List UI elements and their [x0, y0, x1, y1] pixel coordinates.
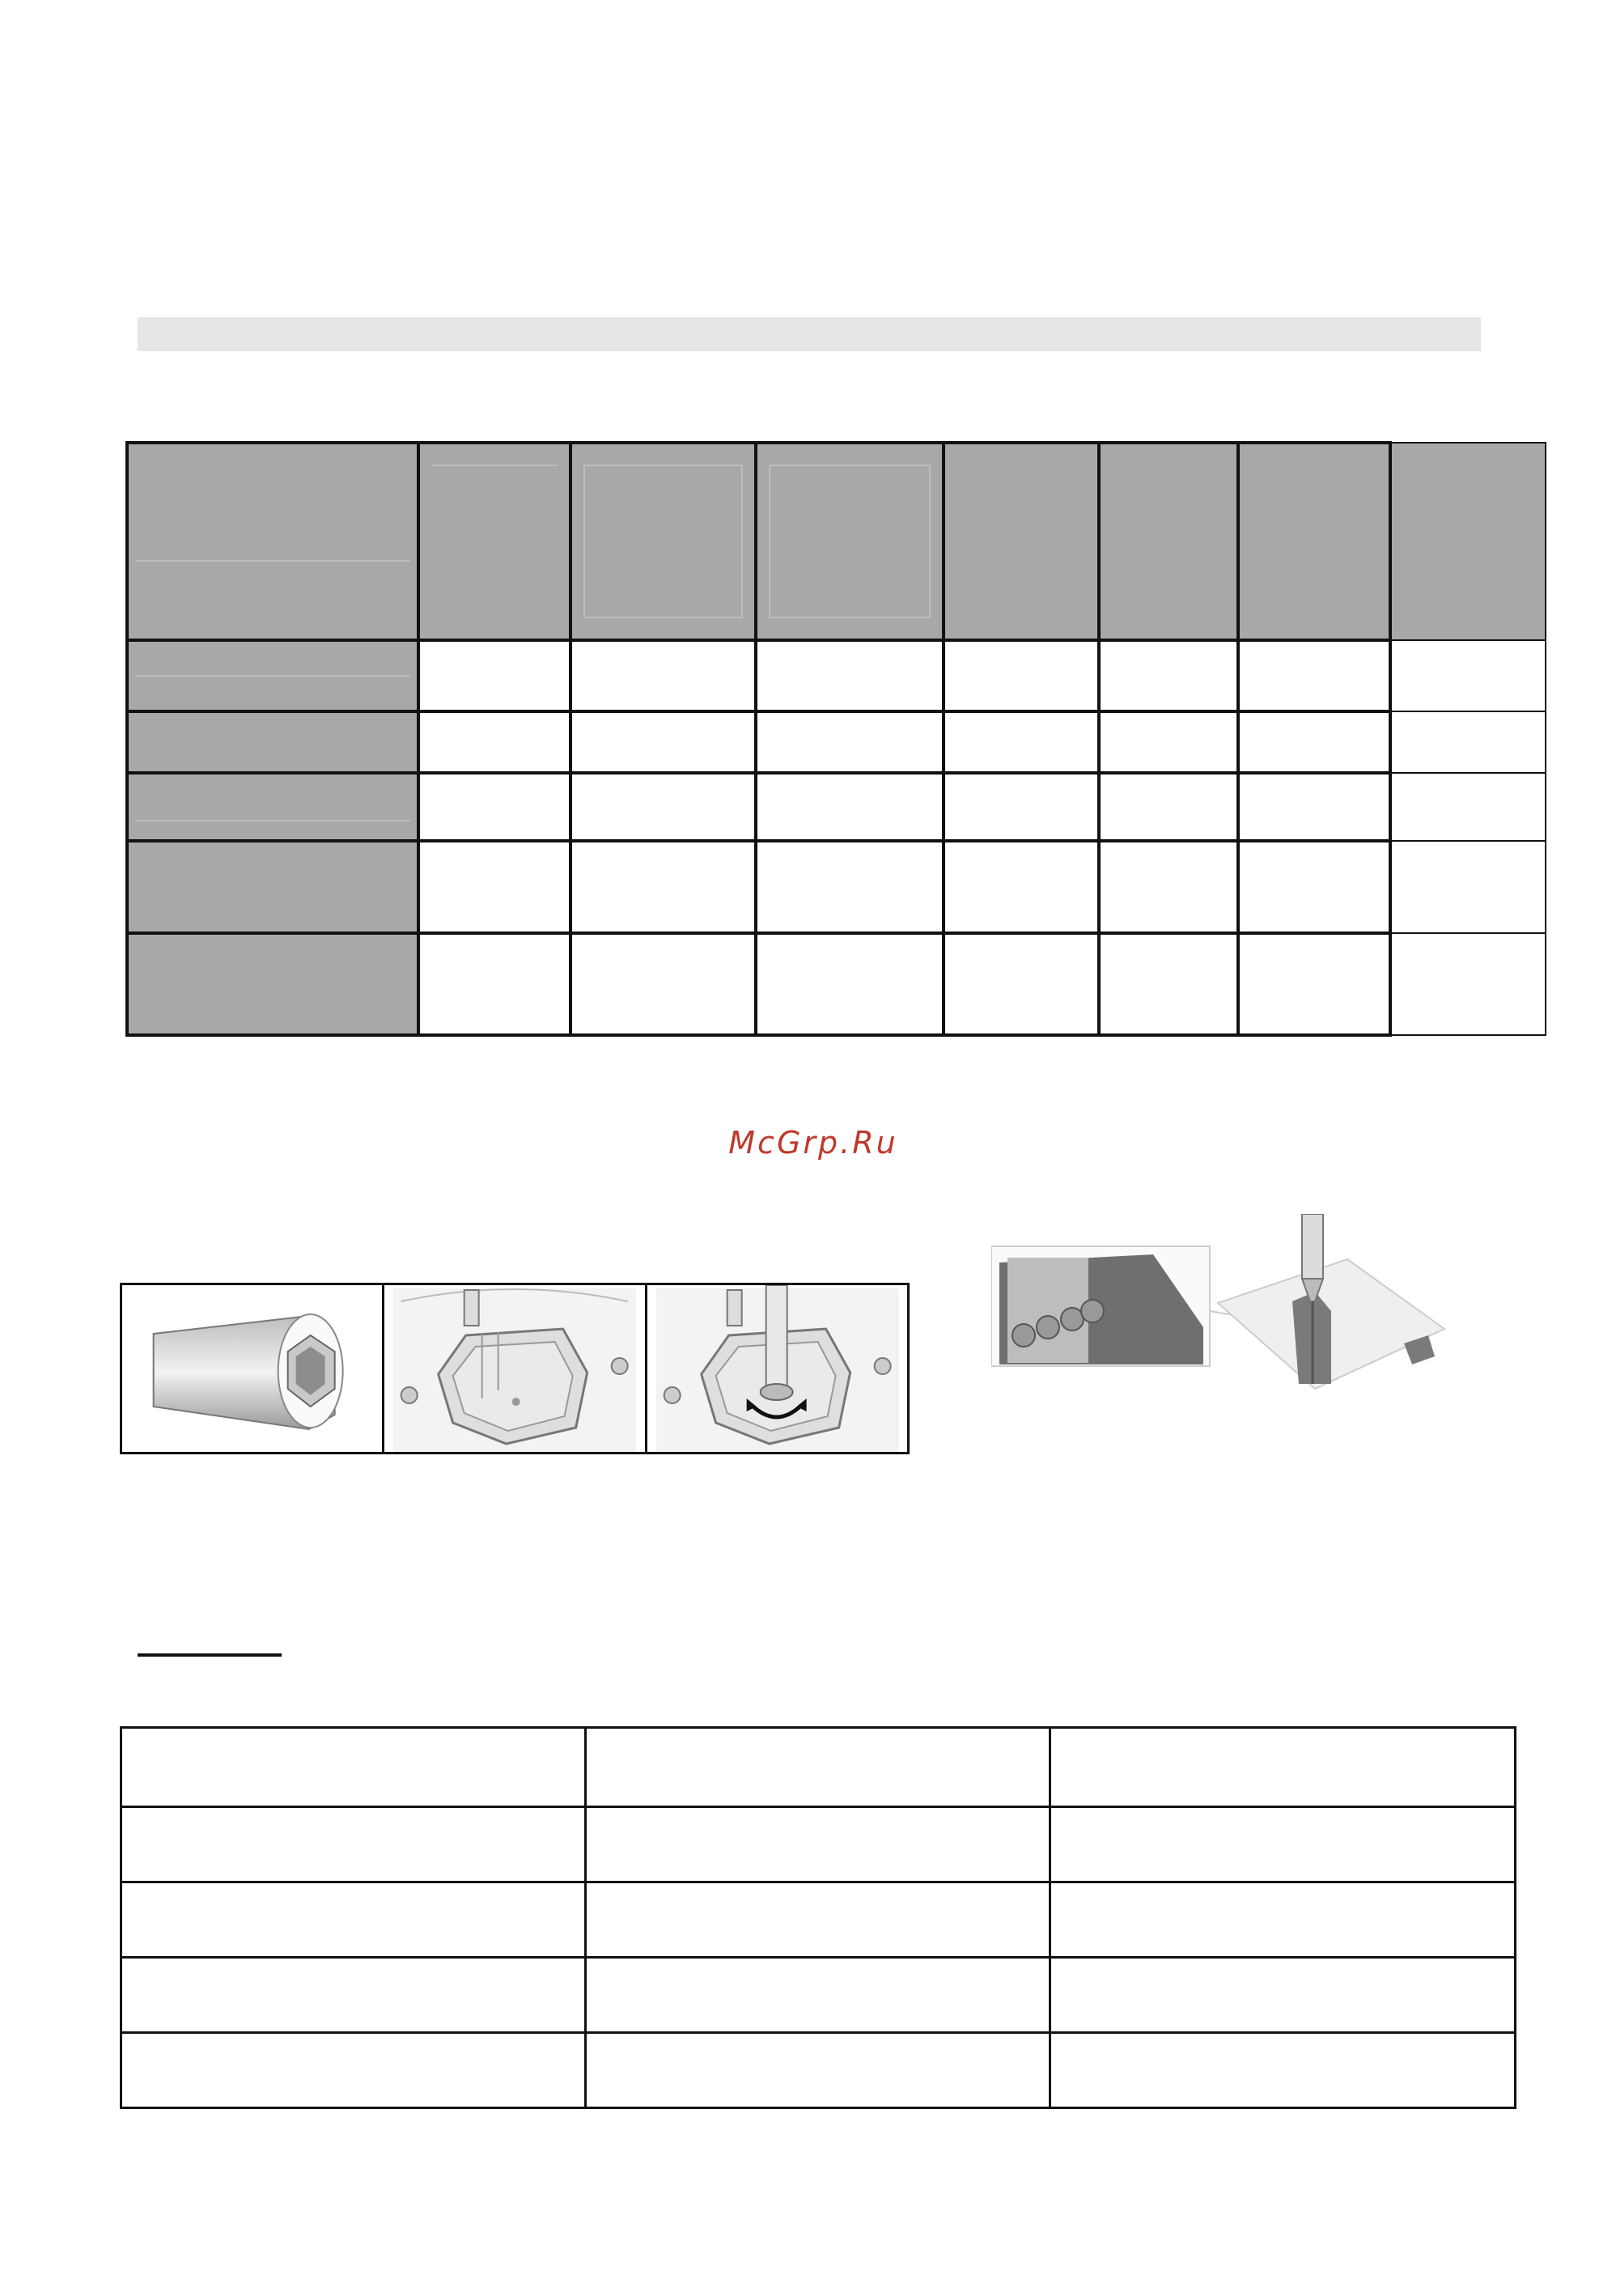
spec-cell [418, 640, 570, 711]
spec-header-cell [570, 443, 756, 640]
parts-cell [586, 1807, 1050, 1882]
table-row [127, 773, 1546, 841]
rotate-injector-icon [647, 1285, 907, 1452]
spec-header-cell [418, 443, 570, 640]
table-row [127, 841, 1546, 933]
installation-illustrations [120, 1283, 910, 1454]
parts-cell [586, 2033, 1050, 2108]
spec-header-cell [1099, 443, 1238, 640]
spec-cell [1099, 841, 1238, 933]
spec-cell [1099, 711, 1238, 773]
spec-cell [756, 711, 944, 773]
spec-cell [1238, 773, 1390, 841]
table-row [121, 1807, 1516, 1882]
parts-cell [121, 2033, 586, 2108]
spec-cell [1099, 773, 1238, 841]
table-row [121, 1882, 1516, 1958]
spec-cell [570, 841, 756, 933]
parts-cell [1050, 1728, 1516, 1807]
table-row [121, 2033, 1516, 2108]
hex-socket-panel [122, 1285, 384, 1452]
spec-cell [418, 711, 570, 773]
section-title-underline [138, 1653, 282, 1657]
table-row [127, 711, 1546, 773]
spec-row-header [127, 773, 418, 841]
injector-install-icon [991, 1214, 1453, 1392]
watermark-text: McGrp.Ru [728, 1125, 898, 1161]
parts-table [120, 1726, 1516, 2109]
table-row [121, 1958, 1516, 2033]
section-header-band [138, 317, 1481, 351]
parts-cell [586, 1882, 1050, 1958]
parts-cell [586, 1728, 1050, 1807]
spec-cell [944, 773, 1099, 841]
spec-cell [1390, 640, 1546, 711]
spec-header-cell [1238, 443, 1390, 640]
spec-cell [1238, 933, 1390, 1035]
parts-cell [121, 1728, 586, 1807]
spec-cell [418, 933, 570, 1035]
spec-header-cell [756, 443, 944, 640]
spec-cell [1238, 640, 1390, 711]
burner-housing-icon [384, 1285, 644, 1452]
spec-cell [570, 773, 756, 841]
spec-cell [1238, 841, 1390, 933]
spec-cell [944, 933, 1099, 1035]
spec-table [125, 441, 1546, 1037]
table-row [121, 1728, 1516, 1807]
spec-cell [756, 773, 944, 841]
spec-row-header [127, 640, 418, 711]
spec-header-cell [1390, 443, 1546, 640]
spec-cell [418, 841, 570, 933]
parts-cell [1050, 1958, 1516, 2033]
spec-cell [1390, 711, 1546, 773]
spec-header-cell [127, 443, 418, 640]
spec-row-header [127, 841, 418, 933]
spec-cell [1238, 711, 1390, 773]
parts-cell [1050, 1807, 1516, 1882]
spec-row-header [127, 711, 418, 773]
spec-cell [1390, 773, 1546, 841]
spec-header-cell [944, 443, 1099, 640]
spec-cell [1099, 640, 1238, 711]
parts-cell [586, 1958, 1050, 2033]
parts-cell [121, 1807, 586, 1882]
injector-install-illustration [991, 1214, 1453, 1392]
spec-cell [944, 640, 1099, 711]
burner-housing-panel [384, 1285, 647, 1452]
spec-cell [756, 841, 944, 933]
spec-cell [1390, 841, 1546, 933]
spec-cell [944, 841, 1099, 933]
spec-cell [944, 711, 1099, 773]
spec-cell [418, 773, 570, 841]
spec-cell [1099, 933, 1238, 1035]
parts-cell [121, 1882, 586, 1958]
spec-row-header [127, 933, 418, 1035]
spec-cell [570, 640, 756, 711]
spec-cell [756, 640, 944, 711]
parts-cell [1050, 1882, 1516, 1958]
spec-cell [756, 933, 944, 1035]
spec-table-header-row [127, 443, 1546, 640]
parts-cell [121, 1958, 586, 2033]
hex-socket-icon [122, 1285, 382, 1452]
rotate-injector-panel [647, 1285, 907, 1452]
table-row [127, 933, 1546, 1035]
parts-cell [1050, 2033, 1516, 2108]
spec-cell [1390, 933, 1546, 1035]
table-row [127, 640, 1546, 711]
spec-cell [570, 711, 756, 773]
spec-cell [570, 933, 756, 1035]
